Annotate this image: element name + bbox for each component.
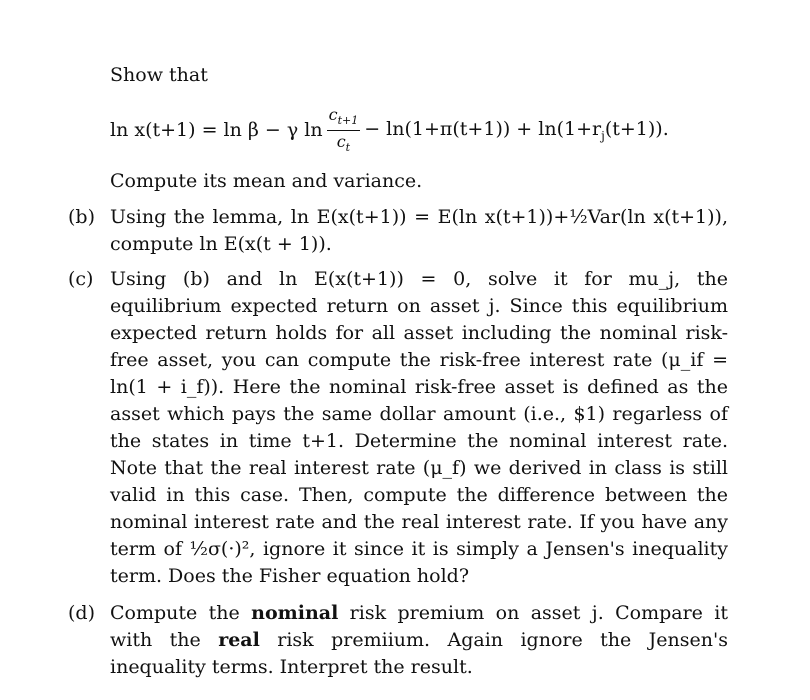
- log-consumption-equation: [110, 106, 669, 155]
- question-b-text: Using the lemma, ln E(x(t+1)) = E(ln x(t+1))+½Var(ln x(t+1)), compute ln E(x(t + 1)).: [110, 206, 728, 255]
- consumption-ratio-fraction: [327, 106, 361, 155]
- question-c: [68, 266, 728, 590]
- equation-rhs: − $\ln(1+\pi(t+1)) + \ln(1+r_j(t+1))$.: [364, 117, 669, 143]
- question-c-label: (c): [68, 268, 94, 290]
- question-b-label: (b): [68, 206, 95, 228]
- mean-variance-instruction: Compute its mean and variance.: [110, 170, 423, 192]
- fraction-numerator: $c_{t+1}$: [327, 106, 361, 131]
- equation-lhs: ln x(t+1) = ln β − γ ln: [110, 119, 323, 142]
- real-emphasis: real: [218, 629, 260, 651]
- intro-text: Show that: [110, 64, 208, 86]
- question-b: [68, 204, 728, 258]
- fraction-denominator: $c_t$: [336, 131, 351, 155]
- question-c-text: Using (b) and ln E(x(t+1)) = 0, solve it for mu_j, the equilibrium expected return on asset j. Since this equilibrium expected return holds for all asset including the nominal risk-free asset, you can compute the risk-free interest rate (μ_if = ln(1 + i_f)). Here the nominal risk-free asset is defined as the asset which pays the same dollar amount (i.e., $1) regarless of the states in time t+1. Determine the nominal interest rate. Note that the real interest rate (μ_f) we derived in class is still valid in this case. Then, compute the difference between the nominal interest rate and the real interest rate. If you have any term of ½σ(·)², ignore it since it is simply a Jensen's inequality term. Does the Fisher equation hold?: [110, 268, 728, 587]
- nominal-emphasis: nominal: [251, 602, 339, 624]
- question-d-label: (d): [68, 602, 95, 624]
- question-d-text: Compute the nominal risk premium on asset j. Compare it with the real risk premiium. Again ignore the Jensen's inequality terms. Interpret the result.: [110, 602, 729, 678]
- question-d: [68, 600, 728, 681]
